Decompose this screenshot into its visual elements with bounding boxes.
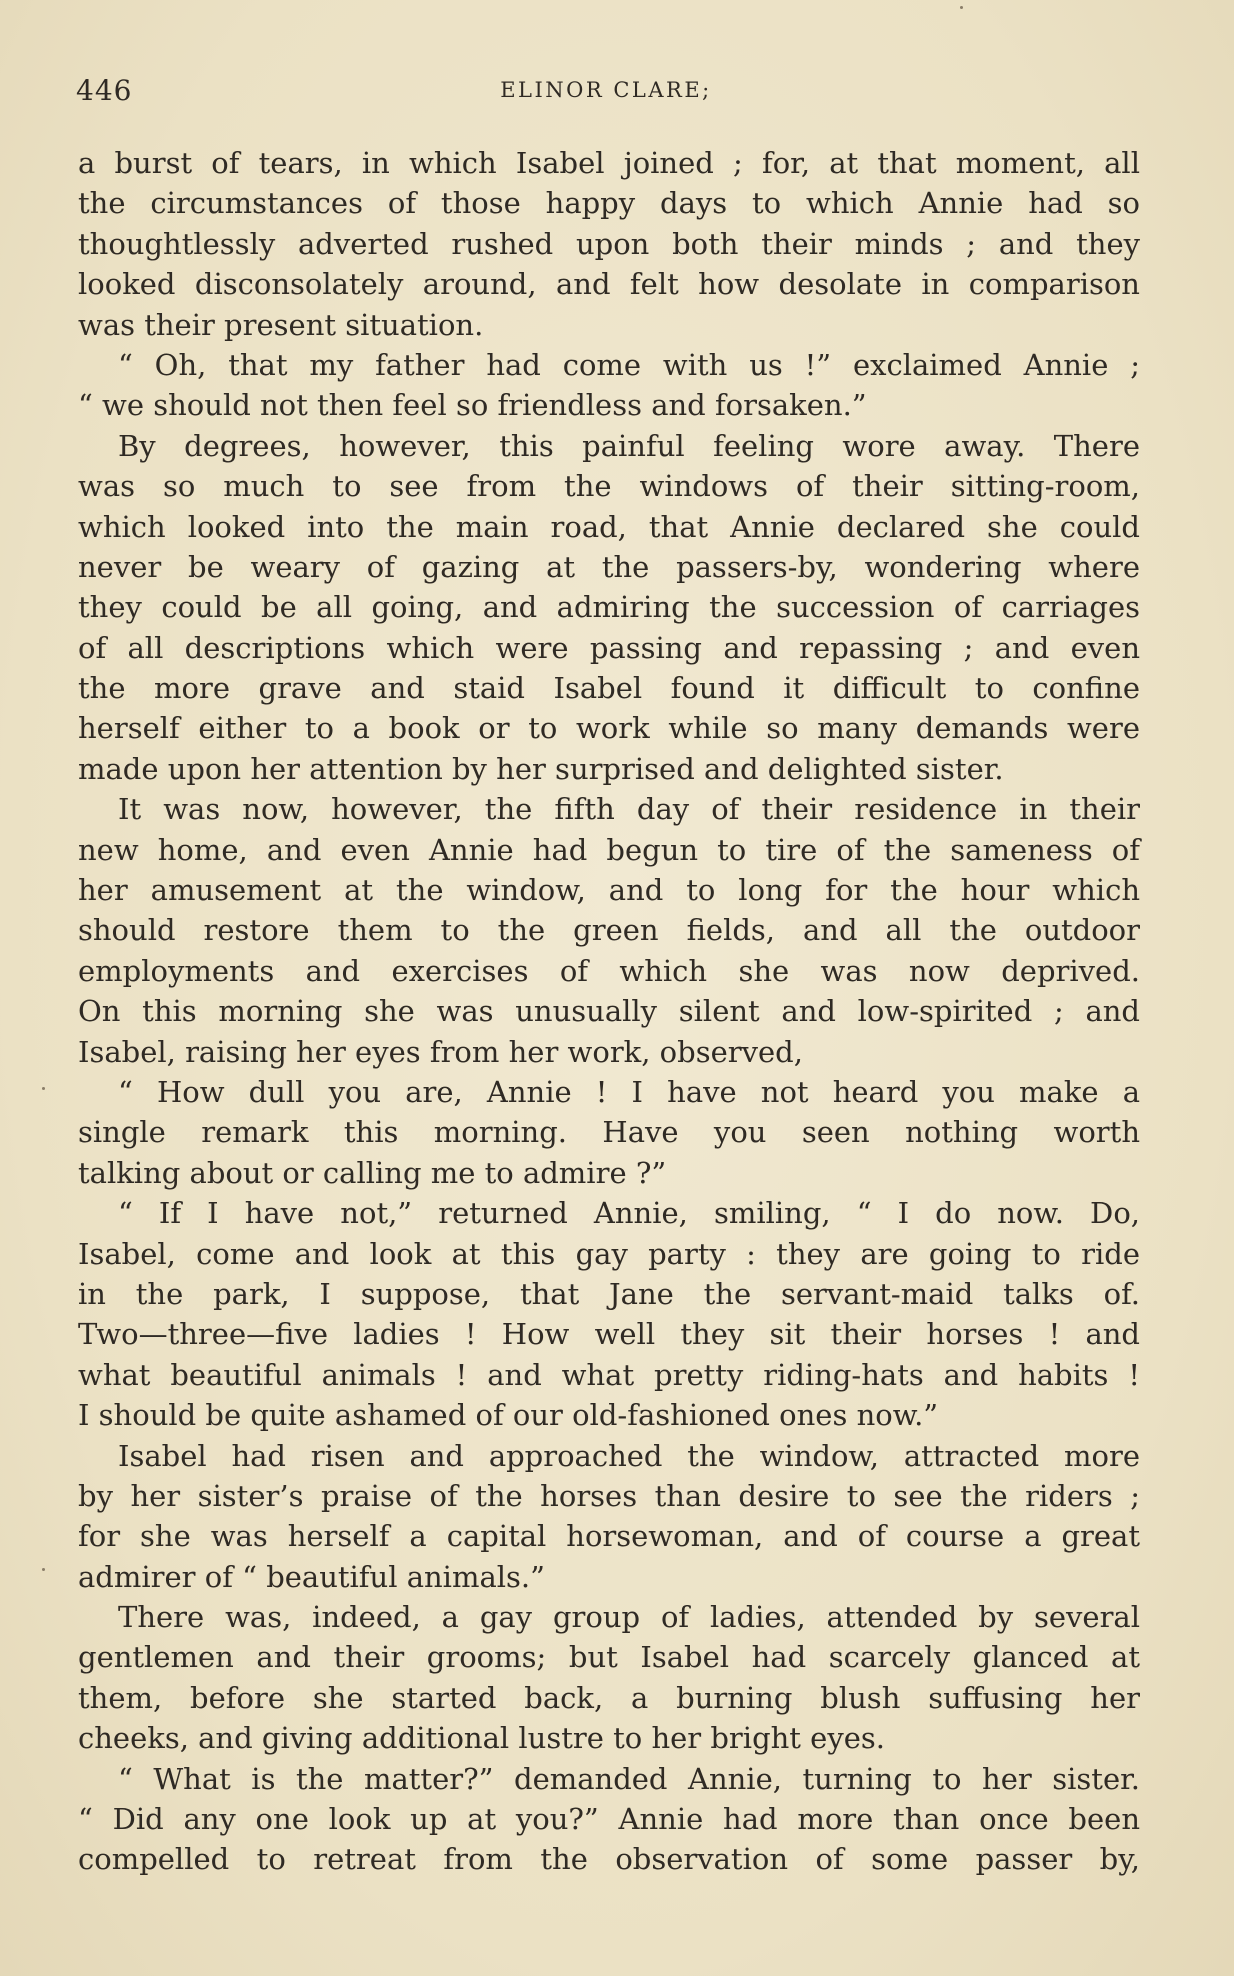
text-line: made upon her attention by her surprised and delighted sister. <box>78 751 1004 786</box>
text-line: compelled to retreat from the observation of some passer by, <box>78 1842 1140 1877</box>
text-line: was so much to see from the windows of their sitting-room, <box>78 469 1140 504</box>
margin-mark <box>42 1568 45 1571</box>
text-line: Isabel, come and look at this gay party : they are going to ride <box>78 1236 1140 1271</box>
text-line: It was now, however, the fifth day of their residence in their <box>118 792 1140 827</box>
text-line: “ we should not then feel so friendless and forsaken.” <box>78 388 867 423</box>
text-line: which looked into the main road, that Annie declared she could <box>78 509 1140 544</box>
text-line: On this morning she was unusually silent and low-spirited ; and <box>78 994 1140 1029</box>
text-line: them, before she started back, a burning blush suffusing her <box>78 1680 1140 1715</box>
text-line: her amusement at the window, and to long for the hour which <box>78 873 1140 908</box>
text-line: for she was herself a capital horsewoman, and of course a great <box>78 1519 1140 1554</box>
text-line: Isabel, raising her eyes from her work, observed, <box>78 1034 803 1069</box>
text-line: never be weary of gazing at the passers-by, wondering where <box>78 549 1140 584</box>
text-line: what beautiful animals ! and what pretty riding-hats and habits ! <box>78 1357 1140 1392</box>
text-line: by her sister’s praise of the horses than desire to see the riders ; <box>78 1478 1140 1513</box>
text-line: herself either to a book or to work while so many demands were <box>78 711 1140 746</box>
text-line: a burst of tears, in which Isabel joined ; for, at that moment, all <box>78 146 1140 180</box>
text-line: Isabel had risen and approached the window, attracted more <box>118 1438 1140 1473</box>
text-line: should restore them to the green fields, and all the outdoor <box>78 913 1140 948</box>
text-line: gentlemen and their grooms; but Isabel had scarcely glanced at <box>78 1640 1140 1675</box>
text-line: the circumstances of those happy days to which Annie had so <box>78 186 1140 221</box>
text-line: looked disconsolately around, and felt how desolate in comparison <box>78 267 1140 302</box>
body-text <box>78 143 1140 1880</box>
text-line: “ What is the matter?” demanded Annie, turning to her sister. <box>118 1761 1140 1796</box>
page-number: 446 <box>76 74 133 107</box>
text-line: “ How dull you are, Annie ! I have not heard you make a <box>118 1074 1140 1109</box>
text-line: talking about or calling me to admire ?” <box>78 1155 667 1190</box>
text-line: By degrees, however, this painful feeling wore away. There <box>118 428 1140 463</box>
text-line: new home, and even Annie had begun to tire of the sameness of <box>78 832 1140 867</box>
text-line: they could be all going, and admiring the succession of carriages <box>78 590 1140 625</box>
text-line: “ If I have not,” returned Annie, smiling, “ I do now. Do, <box>118 1196 1140 1231</box>
margin-mark <box>960 6 963 9</box>
text-line: of all descriptions which were passing and repassing ; and even <box>78 630 1140 665</box>
text-line: I should be quite ashamed of our old-fashioned ones now.” <box>78 1398 939 1433</box>
margin-mark <box>42 1087 45 1090</box>
text-line: the more grave and staid Isabel found it difficult to confine <box>78 671 1140 706</box>
text-line: cheeks, and giving additional lustre to her bright eyes. <box>78 1721 885 1756</box>
text-line: Two—three—five ladies ! How well they sit their horses ! and <box>78 1317 1140 1352</box>
text-line: single remark this morning. Have you seen nothing worth <box>78 1115 1140 1150</box>
text-line: “ Oh, that my father had come with us !” exclaimed Annie ; <box>118 347 1140 382</box>
text-line: “ Did any one look up at you?” Annie had more than once been <box>78 1802 1140 1837</box>
text-line: There was, indeed, a gay group of ladies, attended by several <box>118 1600 1140 1635</box>
page-header <box>76 74 1136 114</box>
text-line: thoughtlessly adverted rushed upon both their minds ; and they <box>78 226 1140 261</box>
text-line: in the park, I suppose, that Jane the servant-maid talks of. <box>78 1276 1140 1311</box>
running-title: ELINOR CLARE; <box>500 78 712 102</box>
text-line: employments and exercises of which she was now deprived. <box>78 953 1140 988</box>
text-line: was their present situation. <box>78 307 484 342</box>
text-line: admirer of “ beautiful animals.” <box>78 1559 545 1594</box>
